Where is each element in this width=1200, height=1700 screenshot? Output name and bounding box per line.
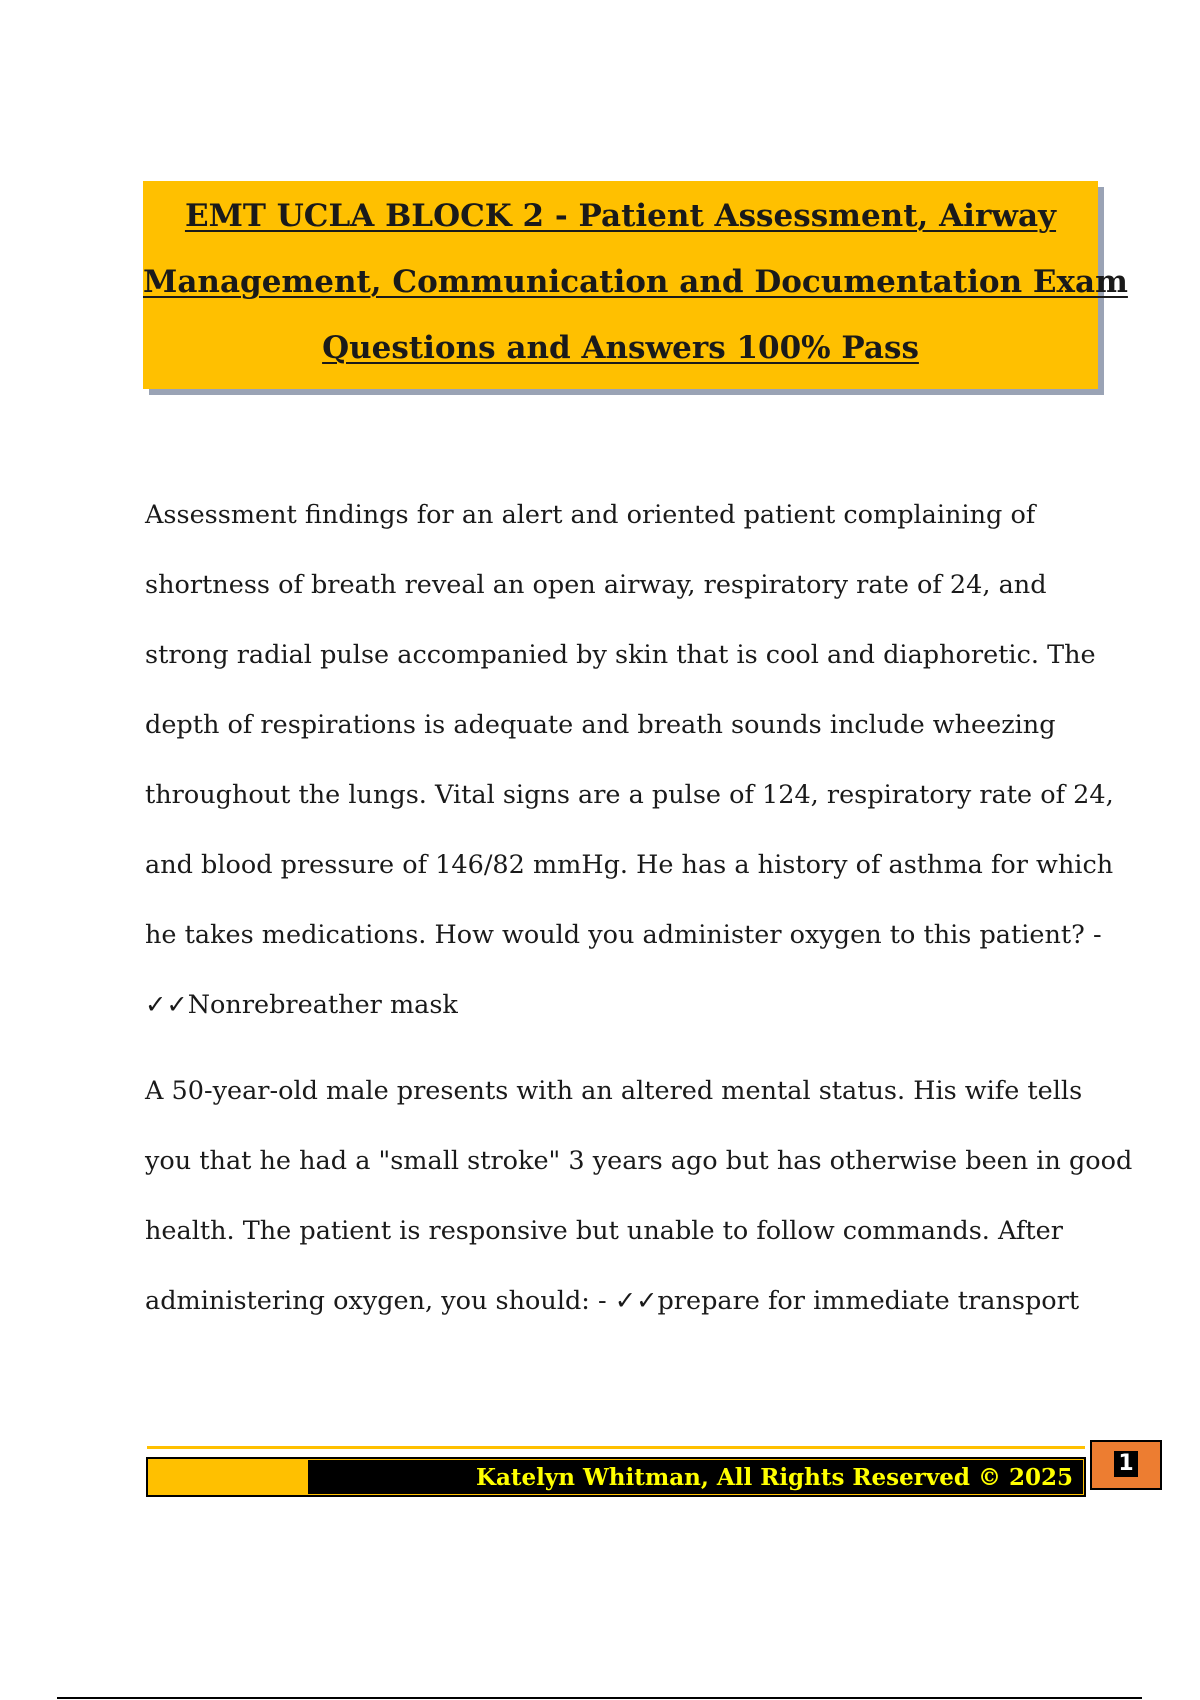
question-1-line: strong radial pulse accompanied by skin that is cool and diaphoretic. The: [145, 640, 1096, 670]
answer-2-line: [145, 1266, 1095, 1336]
footer-divider: [147, 1446, 1085, 1449]
footer-copyright-band: [308, 1460, 1083, 1494]
footer-copyright: Katelyn Whitman, All Rights Reserved © 2025: [476, 1464, 1073, 1491]
question-1-line: depth of respirations is adequate and breath sounds include wheezing: [145, 710, 1056, 740]
footer-bar: [146, 1457, 1086, 1497]
question-1-line: Assessment findings for an alert and oriented patient complaining of: [145, 500, 1036, 530]
question-1: [145, 480, 1114, 1040]
page-number: 1: [1114, 1451, 1137, 1477]
title-line-2: Management, Communication and Documentation Exam: [143, 264, 1128, 300]
title-line-3: Questions and Answers 100% Pass: [322, 330, 919, 366]
document-body: [145, 480, 1133, 1352]
question-2-line: you that he had a "small stroke" 3 years ago but has otherwise been in good: [145, 1146, 1133, 1176]
question-1-line: throughout the lungs. Vital signs are a pulse of 124, respiratory rate of 24,: [145, 780, 1114, 810]
page-number-box: [1090, 1440, 1162, 1490]
answer-1: Nonrebreather mask: [187, 990, 458, 1020]
title-line-1: EMT UCLA BLOCK 2 - Patient Assessment, Airway: [184, 198, 1057, 234]
question-1-line: he takes medications. How would you administer oxygen to this patient? -: [145, 920, 1102, 950]
page-bottom-divider: [57, 1697, 1142, 1699]
question-2-line: health. The patient is responsive but unable to follow commands. After: [145, 1216, 1063, 1246]
question-2-line: A 50-year-old male presents with an altered mental status. His wife tells: [145, 1076, 1083, 1106]
check-mark-icon: ✓✓: [145, 990, 188, 1020]
document-title-box: [143, 181, 1128, 389]
question-2: [145, 1056, 1133, 1336]
question-1-line: shortness of breath reveal an open airway, respiratory rate of 24, and: [145, 570, 1047, 600]
question-2-line: administering oxygen, you should: -: [145, 1286, 615, 1316]
answer-1-line: [145, 970, 1095, 1040]
answer-2: prepare for immediate transport: [657, 1286, 1080, 1316]
question-1-line: and blood pressure of 146/82 mmHg. He has a history of asthma for which: [145, 850, 1114, 880]
check-mark-icon: ✓✓: [614, 1286, 658, 1316]
